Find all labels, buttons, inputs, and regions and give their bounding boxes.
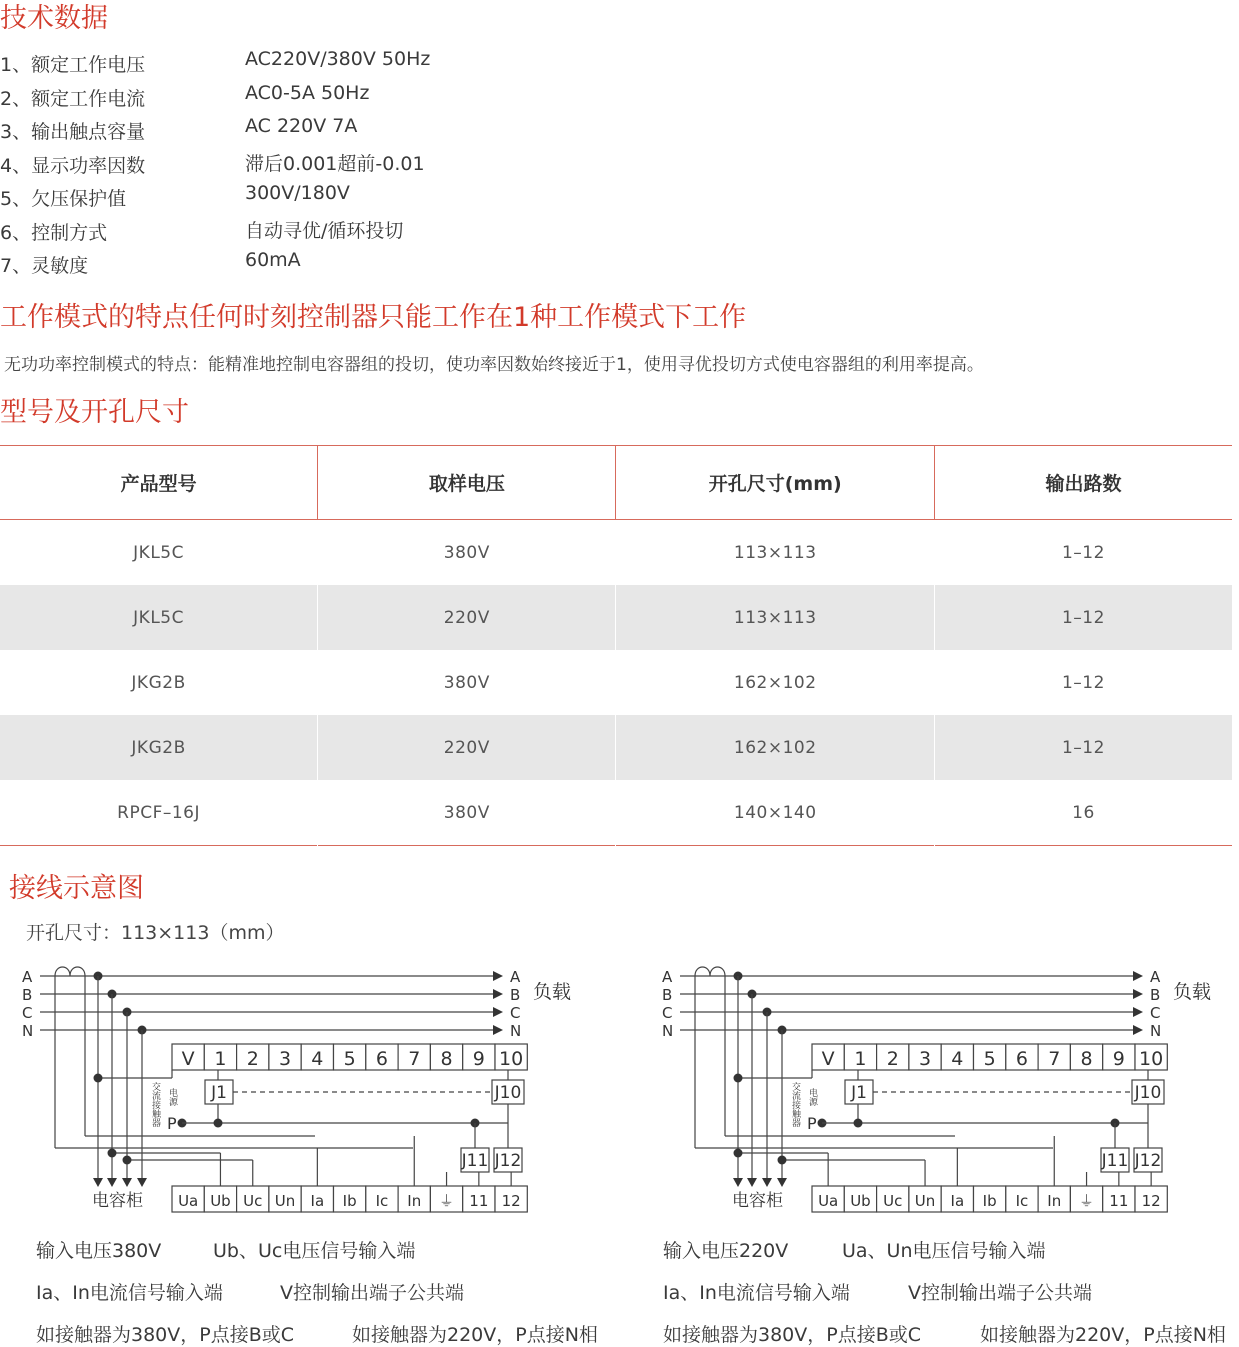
- table-cell: JKL5C: [0, 585, 318, 650]
- table-row: [0, 715, 1232, 780]
- spec-row: [0, 218, 600, 248]
- terminal-label: 4: [311, 1048, 324, 1070]
- phase-label-right: A: [510, 968, 521, 986]
- wiring-note: Ia、In电流信号输入端: [663, 1282, 850, 1304]
- power-label: 电源: [167, 1088, 177, 1106]
- arrow-down-icon: [122, 1178, 132, 1187]
- terminal-label: 8: [440, 1048, 453, 1070]
- wiring-note: 输入电压220V: [663, 1240, 789, 1262]
- phase-label-left: B: [662, 986, 673, 1004]
- spec-value: 300V/180V: [245, 182, 350, 204]
- cabinet-label: 电容柜: [92, 1191, 143, 1211]
- column-header: 输出路数: [934, 446, 1232, 520]
- relay-label: J11: [1101, 1151, 1129, 1171]
- terminal-label: 1: [214, 1048, 227, 1070]
- arrow-down-icon: [747, 1178, 757, 1187]
- table-cell: 380V: [318, 650, 616, 715]
- terminal-label: Ic: [375, 1192, 389, 1210]
- spec-key: 7、灵敏度: [0, 255, 89, 277]
- wiring-note: V控制输出端子公共端: [280, 1282, 464, 1304]
- arrow-right-icon: [1133, 1025, 1143, 1035]
- arrow-down-icon: [137, 1178, 147, 1187]
- load-label: 负载: [1173, 981, 1212, 1003]
- phase-label-left: A: [662, 968, 673, 986]
- junction-dot: [778, 1156, 787, 1165]
- spec-key: 2、额定工作电流: [0, 87, 146, 110]
- wiring-diagram-380v: [0, 960, 600, 1220]
- wiring-title: 接线示意图: [9, 873, 144, 904]
- table-cell: 220V: [318, 585, 616, 650]
- terminal-label: Uc: [243, 1192, 263, 1210]
- junction-dot: [108, 1149, 117, 1158]
- wiring-note: Ua、Un电压信号输入端: [842, 1240, 1046, 1262]
- spec-row: [0, 117, 600, 147]
- terminal-label: 5: [343, 1048, 356, 1070]
- wiring-note: 如接触器为220V，P点接N相: [980, 1324, 1226, 1346]
- spec-key: 1、额定工作电压: [0, 54, 146, 76]
- terminal-label: 10: [1139, 1048, 1164, 1070]
- terminal-label: ⏚: [1079, 1192, 1095, 1210]
- terminal-label: Ia: [950, 1192, 965, 1210]
- spec-key: 4、显示功率因数: [0, 154, 146, 177]
- terminal-label: V: [821, 1048, 835, 1070]
- table-cell: 1–12: [934, 650, 1232, 715]
- terminal-label: 2: [246, 1048, 259, 1070]
- table-cell: 140×140: [616, 780, 934, 846]
- mode-description: 无功功率控制模式的特点：能精准地控制电容器组的投切，使功率因数始终接近于1，使用寻优投切方式使电容器组的利用率提高。: [4, 355, 984, 375]
- junction-dot: [123, 1156, 132, 1165]
- terminal-label: 11: [469, 1192, 489, 1210]
- model-table: [0, 445, 1232, 846]
- table-header-row: [0, 446, 1232, 520]
- wiring-note: 如接触器为380V，P点接B或C: [36, 1324, 295, 1346]
- terminal-label: Ub: [210, 1192, 231, 1210]
- ct-coil-icon: [695, 967, 725, 976]
- column-header: 产品型号: [0, 446, 318, 520]
- table-cell: 113×113: [616, 520, 934, 586]
- table-cell: 162×102: [616, 715, 934, 780]
- terminal-label: 4: [951, 1048, 964, 1070]
- phase-label-left: A: [22, 968, 33, 986]
- phase-label-left: C: [22, 1004, 33, 1022]
- spec-value: AC0-5A 50Hz: [245, 81, 370, 104]
- table-cell: 1–12: [934, 520, 1232, 586]
- terminal-label: 9: [472, 1048, 485, 1070]
- mode-title: 工作模式的特点任何时刻控制器只能工作在1种工作模式下工作: [0, 302, 747, 333]
- phase-label-right: C: [1150, 1004, 1161, 1022]
- spec-key: 5、欠压保护值: [0, 188, 127, 210]
- terminal-label: Uc: [883, 1192, 903, 1210]
- arrow-down-icon: [93, 1178, 103, 1187]
- table-cell: JKG2B: [131, 672, 186, 693]
- table-cell: 162×102: [616, 650, 934, 715]
- terminal-label: Ua: [818, 1192, 839, 1210]
- terminal-label: Ib: [342, 1192, 357, 1210]
- table-row: [0, 520, 1232, 586]
- table-cell: 16: [934, 780, 1232, 846]
- arrow-right-icon: [493, 1025, 503, 1035]
- relay-label: J12: [494, 1151, 522, 1171]
- terminal-label: In: [407, 1192, 422, 1210]
- spec-value: AC 220V 7A: [245, 115, 358, 137]
- arrow-down-icon: [107, 1178, 117, 1187]
- wiring-note: Ia、In电流信号输入端: [36, 1282, 223, 1304]
- cutout-size: 开孔尺寸：113×113（mm）: [26, 922, 285, 944]
- table-row: [0, 650, 1232, 715]
- relay-label: J11: [461, 1151, 489, 1171]
- table-cell: 380V: [318, 780, 616, 846]
- junction-dot: [94, 1074, 103, 1083]
- terminal-label: Ua: [178, 1192, 199, 1210]
- phase-label-right: B: [1150, 986, 1161, 1004]
- relay-label: J10: [1134, 1083, 1162, 1103]
- terminal-label: 7: [408, 1048, 421, 1070]
- terminal-label: In: [1047, 1192, 1062, 1210]
- relay-label: J10: [494, 1083, 522, 1103]
- terminal-label: Ic: [1015, 1192, 1029, 1210]
- wiring-note: 如接触器为220V，P点接N相: [352, 1324, 598, 1346]
- table-cell: 220V: [318, 715, 616, 780]
- wiring-note: V控制输出端子公共端: [908, 1282, 1092, 1304]
- spec-row: [0, 184, 600, 214]
- arrow-right-icon: [1133, 989, 1143, 999]
- tech-title: 技术数据: [0, 3, 108, 34]
- relay-label: J1: [211, 1083, 227, 1103]
- wiring-note: 如接触器为380V，P点接B或C: [663, 1324, 922, 1346]
- terminal-label: Un: [274, 1192, 296, 1210]
- terminal-label: ⏚: [439, 1192, 455, 1210]
- column-header: 开孔尺寸(mm): [616, 446, 934, 520]
- arrow-down-icon: [777, 1178, 787, 1187]
- arrow-right-icon: [493, 1007, 503, 1017]
- terminal-label: Un: [914, 1192, 936, 1210]
- models-title: 型号及开孔尺寸: [0, 397, 189, 428]
- arrow-right-icon: [1133, 1007, 1143, 1017]
- terminal-label: Ub: [850, 1192, 871, 1210]
- spec-row: [0, 81, 600, 114]
- spec-key: 6、控制方式: [0, 221, 108, 244]
- terminal-label: 7: [1048, 1048, 1061, 1070]
- p-label: P: [807, 1114, 817, 1133]
- terminal-label: 8: [1080, 1048, 1093, 1070]
- arrow-down-icon: [762, 1178, 772, 1187]
- p-label: P: [167, 1114, 177, 1133]
- spec-value: 60mA: [245, 249, 301, 271]
- spec-value: 滞后0.001超前-0.01: [245, 152, 425, 175]
- terminal-label: V: [181, 1048, 195, 1070]
- terminal-label: 5: [983, 1048, 996, 1070]
- table-cell: RPCF–16J: [117, 802, 201, 823]
- table-cell: JKL5C: [133, 542, 184, 563]
- relay-label: J12: [1134, 1151, 1162, 1171]
- column-header: 取样电压: [318, 446, 616, 520]
- terminal-label: 6: [375, 1048, 388, 1070]
- table-row: [0, 585, 1232, 650]
- phase-label-left: B: [22, 986, 33, 1004]
- table-cell: JKG2B: [0, 715, 318, 780]
- phase-label-right: C: [510, 1004, 521, 1022]
- cabinet-label: 电容柜: [732, 1191, 783, 1211]
- phase-label-right: N: [1150, 1022, 1162, 1040]
- power-label: 电源: [807, 1088, 817, 1106]
- junction-dot: [734, 1149, 743, 1158]
- arrow-right-icon: [493, 989, 503, 999]
- phase-label-left: N: [22, 1022, 34, 1040]
- terminal-label: Ia: [310, 1192, 325, 1210]
- terminal-label: 2: [886, 1048, 899, 1070]
- phase-label-right: A: [1150, 968, 1161, 986]
- spec-value: AC220V/380V 50Hz: [245, 48, 431, 70]
- load-label: 负载: [533, 981, 572, 1003]
- spec-row: [0, 251, 600, 281]
- terminal-label: 12: [1141, 1192, 1161, 1210]
- terminal-label: Ib: [982, 1192, 997, 1210]
- table-cell: 1–12: [934, 715, 1232, 780]
- junction-dot: [214, 1119, 223, 1128]
- table-cell: 380V: [318, 520, 616, 586]
- terminal-label: 12: [501, 1192, 521, 1210]
- junction-dot: [854, 1119, 863, 1128]
- terminal-label: 6: [1015, 1048, 1028, 1070]
- relay-label: J1: [851, 1083, 867, 1103]
- table-cell: 1–12: [934, 585, 1232, 650]
- ct-coil-icon: [55, 967, 85, 976]
- terminal-label: 9: [1112, 1048, 1125, 1070]
- spec-row: [0, 50, 600, 80]
- terminal-label: 1: [854, 1048, 867, 1070]
- junction-dot: [734, 1074, 743, 1083]
- table-row: [0, 780, 1232, 846]
- terminal-label: 10: [499, 1048, 524, 1070]
- wiring-diagram-220v: [640, 960, 1239, 1220]
- phase-label-right: N: [510, 1022, 522, 1040]
- contactor-label: 交流接触器: [790, 1082, 800, 1127]
- terminal-label: 11: [1109, 1192, 1129, 1210]
- spec-row: [0, 151, 600, 181]
- arrow-down-icon: [733, 1178, 743, 1187]
- spec-key: 3、输出触点容量: [0, 121, 146, 143]
- wiring-note: 输入电压380V: [36, 1240, 162, 1262]
- wiring-note: Ub、Uc电压信号输入端: [213, 1240, 416, 1262]
- contactor-label: 交流接触器: [150, 1082, 160, 1127]
- terminal-label: 3: [279, 1048, 292, 1070]
- table-cell: 113×113: [616, 585, 934, 650]
- terminal-label: 3: [919, 1048, 932, 1070]
- phase-label-left: C: [662, 1004, 673, 1022]
- arrow-right-icon: [1133, 971, 1143, 981]
- phase-label-right: B: [510, 986, 521, 1004]
- arrow-right-icon: [493, 971, 503, 981]
- phase-label-left: N: [662, 1022, 674, 1040]
- spec-value: 自动寻优/循环投切: [245, 219, 404, 242]
